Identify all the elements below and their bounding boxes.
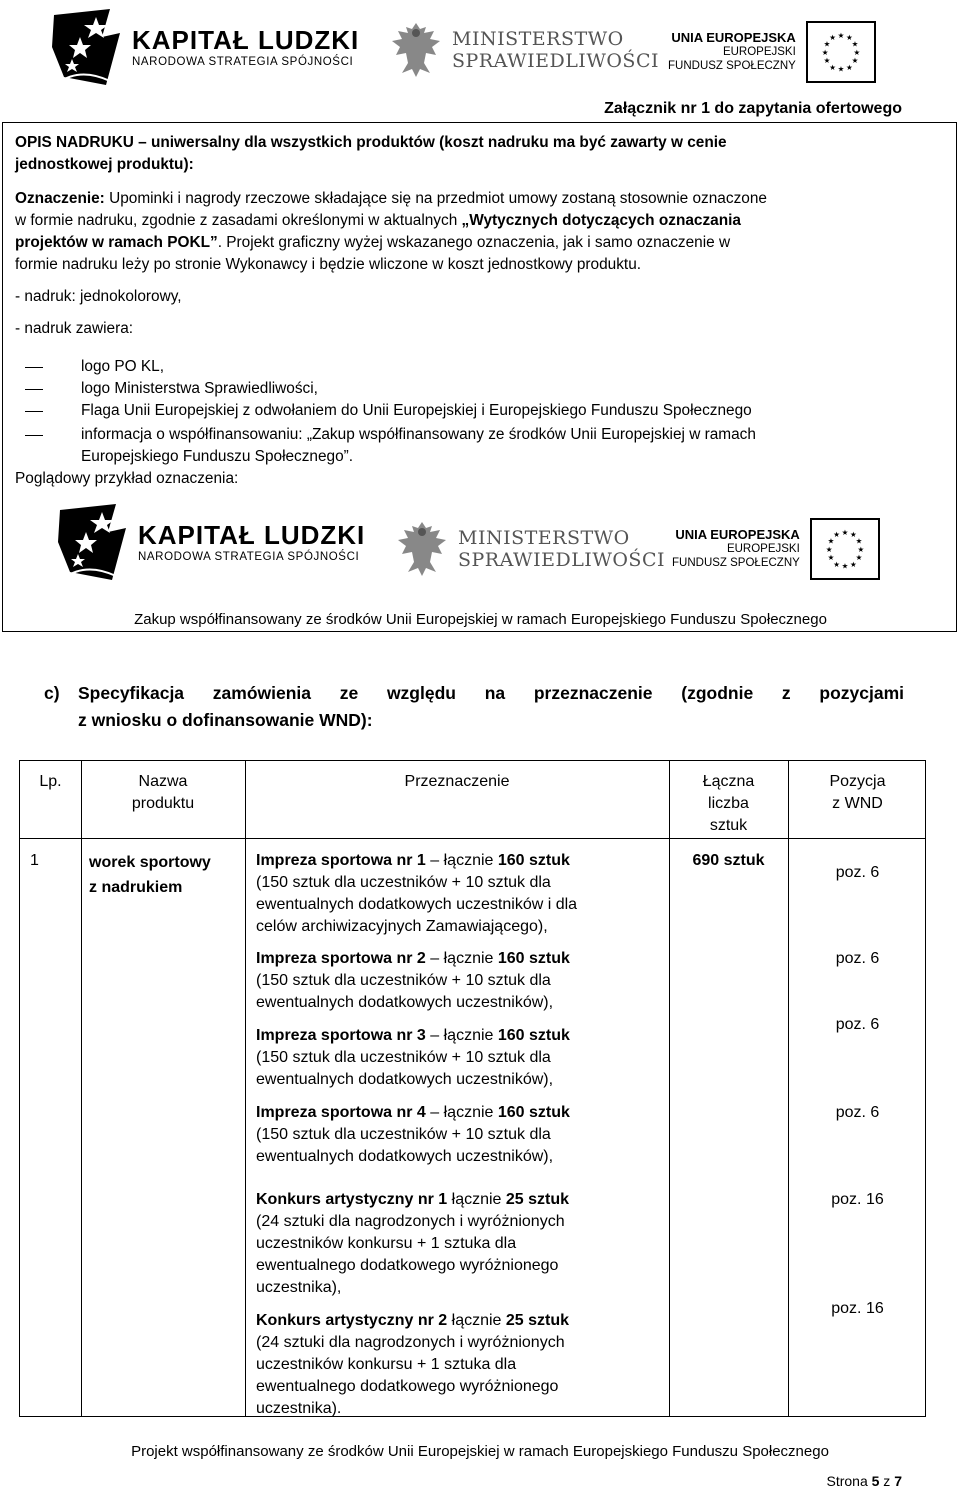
svg-text:★: ★ xyxy=(853,47,861,57)
svg-text:★: ★ xyxy=(825,544,833,554)
svg-text:★: ★ xyxy=(829,32,836,42)
entry-detail-line: ewentualnych dodatkowych uczestników), xyxy=(256,1148,554,1165)
svg-text:★: ★ xyxy=(827,536,835,546)
svg-text:★: ★ xyxy=(849,529,857,539)
ministry-line1: MINISTERSTWO xyxy=(458,527,630,549)
kapital-ludzki-emblem-icon xyxy=(56,502,128,582)
eu-line1: UNIA EUROPEJSKA xyxy=(671,30,796,45)
svg-text:★: ★ xyxy=(821,47,829,57)
eu-line2: EUROPEJSKI xyxy=(722,46,796,58)
svg-text:★: ★ xyxy=(823,39,831,49)
svg-text:★: ★ xyxy=(827,553,835,563)
svg-text:★: ★ xyxy=(841,561,849,571)
header-lp: Lp. xyxy=(39,773,62,790)
eu-line3: FUNDUSZ SPOŁECZNY xyxy=(668,60,796,72)
p1-line1 xyxy=(15,188,943,210)
entry-detail-line: ewentualnego dodatkowego wyróżnionego xyxy=(256,1257,559,1274)
entry-detail-line: ewentualnych dodatkowych uczestników), xyxy=(256,994,554,1011)
entry-position: poz. 6 xyxy=(835,950,880,967)
p1-line2-bold: „Wytycznych dotyczących oznaczania xyxy=(461,212,741,229)
ministry-line2: SPRAWIEDLIWOŚCI xyxy=(452,50,659,72)
print-description-box: OPIS NADRUKU – uniwersalny dla wszystkich produktów (koszt nadruku ma być zawarty w cenie jednostkowej produktu): Oznaczenie: Upominki i nagrody rzeczowe składające się na przedmiot umowy zostaną stosownie oznaczone w formie nadruku, zgodnie z zasadami określonymi w aktualnych „Wytycznych dotyczących oznaczania projektów w ramach POKL”. Projekt graficzny wyżej wskazanego oznaczenia, jak i samo oznaczenie w formie nadruku leży po stronie Wykonawcy i będzie wliczone w koszt jednostkowy produktu. - nadruk: jednokolorowy, - nadruk zawiera: logo PO KL, logo Ministerstwa Sprawiedliwości, Flaga Unii Europejskiej z odwołaniem do Unii Europejskiej i Europejskiego Funduszu Społecznego informacja o współfinansowaniu: „Zakup współfinansowany ze środków Unii Europejskiej w ramach Europejskiego Funduszu Społecznego”. Poglądowy przykład oznaczenia: Zakup współfinansowany ze środków Unii Europejskiej w ramach Europejskiego Funduszu Społecznego xyxy=(2,122,957,632)
svg-text:★: ★ xyxy=(845,62,853,72)
svg-text:★: ★ xyxy=(849,559,857,569)
entry-position: poz. 16 xyxy=(831,1191,884,1208)
entry-position: poz. 16 xyxy=(831,1300,884,1317)
entry-detail-line: uczestnika), xyxy=(256,1279,342,1296)
entry-detail-line: ewentualnego dodatkowego wyróżnionego xyxy=(256,1378,559,1395)
ministry-logo xyxy=(396,518,665,580)
entry-detail-line: uczestników konkursu + 1 sztuka dla xyxy=(256,1356,517,1373)
eu-flag-icon xyxy=(806,21,876,83)
entry-title-line: Konkurs artystyczny nr 2 łącznie 25 sztuk xyxy=(256,1312,570,1329)
svg-text:★: ★ xyxy=(837,30,845,40)
specification-table xyxy=(19,760,926,1417)
header-position: Pozycja z WND xyxy=(829,773,886,812)
header-logos xyxy=(0,5,960,95)
entry-detail-line: ewentualnych dodatkowych uczestników), xyxy=(256,1071,554,1088)
svg-text:★: ★ xyxy=(837,64,845,74)
p1-line3 xyxy=(15,232,943,254)
example-label: Poglądowy przykład oznaczenia: xyxy=(15,470,239,487)
kapital-ludzki-logo xyxy=(50,7,359,87)
eu-logo xyxy=(672,518,880,580)
box-heading-line1: OPIS NADRUKU – uniwersalny dla wszystkich produktów (koszt nadruku ma być zawarty w cenie xyxy=(15,134,727,151)
box-heading-line2: jednostkowej produktu): xyxy=(15,156,194,173)
entry-position: poz. 6 xyxy=(835,1016,880,1033)
p1-line3-bold: projektów w ramach POKL” xyxy=(15,234,218,251)
entry-detail-line: (150 sztuk dla uczestników + 10 sztuk dla xyxy=(256,1049,551,1066)
svg-text:★: ★ xyxy=(855,553,863,563)
list-item: informacja o współfinansowaniu: „Zakup współfinansowany ze środków Unii Europejskiej w ramach Europejskiego Funduszu Społecznego”. xyxy=(25,424,925,468)
purpose-entry xyxy=(256,948,646,1014)
entry-detail-line: (150 sztuk dla uczestników + 10 sztuk dla xyxy=(256,972,551,989)
section-c-label: c) xyxy=(44,683,60,703)
svg-text:★: ★ xyxy=(851,56,859,66)
row-total: 690 sztuk xyxy=(692,852,765,869)
svg-text:★: ★ xyxy=(857,544,865,554)
purpose-entry xyxy=(256,1025,646,1091)
p1-line2-text: w formie nadruku, zgodnie z zasadami określonymi w aktualnych xyxy=(15,212,462,229)
purpose-entry xyxy=(256,1310,646,1420)
nadruk-type: - nadruk: jednokolorowy, xyxy=(15,288,182,305)
purpose-entry xyxy=(256,1102,646,1168)
svg-text:★: ★ xyxy=(829,62,836,72)
purpose-entry xyxy=(256,1189,646,1299)
eagle-icon xyxy=(396,518,448,580)
p1-line3-text: . Projekt graficzny wyżej wskazanego oznaczenia, jak i samo oznaczenie w xyxy=(217,234,731,251)
eu-flag-icon xyxy=(810,518,880,580)
ministry-line1: MINISTERSTWO xyxy=(452,28,624,50)
kapital-ludzki-emblem-icon xyxy=(50,7,122,87)
eu-line3: FUNDUSZ SPOŁECZNY xyxy=(672,557,800,569)
header-name: Nazwa produktu xyxy=(131,773,195,812)
row-product-name: worek sportowy z nadrukiem xyxy=(89,854,211,896)
page-number: Strona 5 z 7 xyxy=(826,1473,902,1489)
entry-title-line: Impreza sportowa nr 1 – łącznie 160 sztuk xyxy=(256,852,570,869)
entry-title-line: Impreza sportowa nr 2 – łącznie 160 sztuk xyxy=(256,950,570,967)
header-total: Łączna liczba sztuk xyxy=(702,773,755,834)
entry-title-line: Impreza sportowa nr 3 – łącznie 160 sztuk xyxy=(256,1027,570,1044)
kapital-ludzki-logo xyxy=(56,502,365,582)
svg-text:★: ★ xyxy=(841,527,849,537)
svg-text:★: ★ xyxy=(833,529,840,539)
entry-detail-line: (24 sztuki dla nagrodzonych i wyróżnionych xyxy=(256,1213,565,1230)
section-c-line1: Specyfikacja zamówienia ze względu na przeznaczenie (zgodnie z pozycjami xyxy=(78,683,904,703)
cofinancing-note: Zakup współfinansowany ze środków Unii Europejskiej w ramach Europejskiego Funduszu Społecznego xyxy=(134,611,827,628)
entry-detail-line: (150 sztuk dla uczestników + 10 sztuk dla xyxy=(256,874,551,891)
eagle-icon xyxy=(390,19,442,81)
entry-detail-line: celów archiwizacyjnych Zamawiającego), xyxy=(256,918,548,935)
kl-title: KAPITAŁ LUDZKI xyxy=(132,25,360,55)
eu-logo xyxy=(668,21,876,83)
ministry-line2: SPRAWIEDLIWOŚCI xyxy=(458,549,665,571)
svg-text:★: ★ xyxy=(851,39,859,49)
svg-text:★: ★ xyxy=(833,559,840,569)
entry-detail-line: uczestnika). xyxy=(256,1400,342,1417)
row-lp: 1 xyxy=(30,852,39,869)
entry-detail-line: ewentualnych dodatkowych uczestników i dla xyxy=(256,896,578,913)
p1-line2 xyxy=(15,210,943,232)
example-logos xyxy=(0,500,960,590)
kl-subtitle: NARODOWA STRATEGIA SPÓJNOŚCI xyxy=(132,56,354,68)
purpose-entry xyxy=(256,850,646,938)
entry-title-line: Impreza sportowa nr 4 – łącznie 160 sztuk xyxy=(256,1104,570,1121)
entry-title-line: Konkurs artystyczny nr 1 łącznie 25 sztuk xyxy=(256,1191,570,1208)
nadruk-contains: - nadruk zawiera: xyxy=(15,320,134,337)
header-purpose: Przeznaczenie xyxy=(404,773,510,790)
p1-line4: formie nadruku leży po stronie Wykonawcy i będzie wliczone w koszt jednostkowy produktu. xyxy=(15,256,642,273)
entry-detail-line: (150 sztuk dla uczestników + 10 sztuk dla xyxy=(256,1126,551,1143)
eu-line1: UNIA EUROPEJSKA xyxy=(675,527,800,542)
entry-detail-line: (24 sztuki dla nagrodzonych i wyróżnionych xyxy=(256,1334,565,1351)
entry-position: poz. 6 xyxy=(835,1104,880,1121)
section-c-line2: z wniosku o dofinansowanie WND): xyxy=(78,710,373,730)
svg-text:★: ★ xyxy=(823,56,831,66)
svg-text:★: ★ xyxy=(855,536,863,546)
p1-line1-text: Upominki i nagrody rzeczowe składające się na przedmiot umowy zostaną stosownie oznaczone xyxy=(104,190,767,207)
ministry-logo xyxy=(390,19,659,81)
kl-subtitle: NARODOWA STRATEGIA SPÓJNOŚCI xyxy=(138,551,360,563)
p1-label: Oznaczenie: xyxy=(15,190,105,207)
eu-line2: EUROPEJSKI xyxy=(726,543,800,555)
svg-text:★: ★ xyxy=(845,32,853,42)
attachment-label: Załącznik nr 1 do zapytania ofertowego xyxy=(604,100,902,117)
kl-title: KAPITAŁ LUDZKI xyxy=(138,520,366,550)
entry-detail-line: uczestników konkursu + 1 sztuka dla xyxy=(256,1235,517,1252)
entry-position: poz. 6 xyxy=(835,864,880,881)
footer-note: Projekt współfinansowany ze środków Unii Europejskiej w ramach Europejskiego Funduszu Społecznego xyxy=(131,1443,829,1460)
